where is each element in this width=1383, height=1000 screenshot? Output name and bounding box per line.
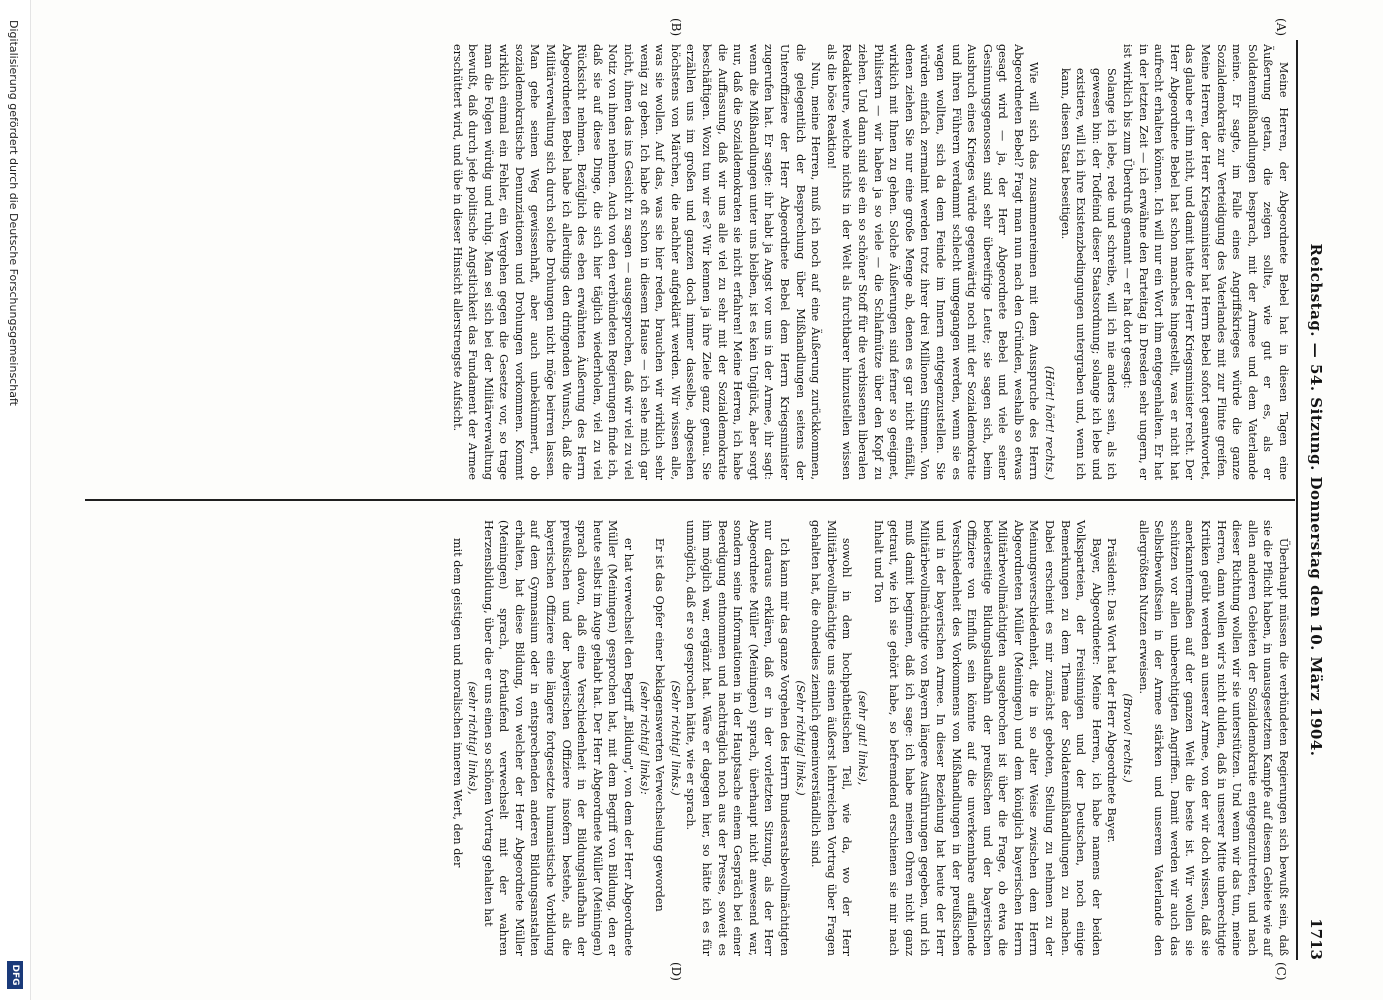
interjection: (Sehr richtig! links.) — [668, 680, 682, 796]
margin-marker-d: (D) — [669, 962, 683, 981]
column-divider — [85, 499, 1295, 501]
left-column — [449, 44, 1291, 480]
page-header — [1297, 40, 1325, 960]
page-title: Reichstag. — 54. Sitzung. Donnerstag den 10. März 1904. — [1307, 243, 1325, 757]
interjection: (sehr richtig! links), — [466, 681, 480, 795]
header-rule — [1296, 40, 1298, 960]
margin-marker-a: (A) — [1274, 18, 1288, 37]
page-number: 1713 — [1307, 918, 1325, 960]
margin-marker-b: (B) — [669, 18, 683, 37]
speaker-line: Präsident: Das Wort hat der Herr Abgeordnete Bayer. — [1105, 538, 1119, 843]
credit-text: Digitalisierung gefördert durch die Deutsche Forschungsgemeinschaft — [7, 20, 20, 406]
dfg-logo: DFG — [7, 961, 23, 989]
interjection: (sehr richtig! links): — [637, 681, 651, 795]
paragraph: Bayer, Abgeordneter: Meine Herren, ich habe namens der beiden Volksparteien, der Freisinnigen und der Deutschen, noch einige Bemerkungen zu dem Thema der Soldatenmißhandlungen zu machen. Dabei erscheint es mir zunächst geboten, Stellung zu nehmen zu der Meinungsverschiedenheit, die in so alter Weise zwischen dem Herrn Abgeordneten Müller (Meiningen) und dem königlich bayerischen Herrn Militärbevollmächtigten ausgebrochen ist über die Frage, ob etwa die beiderseitige Bildungslaufbahn der preußischen und der bayerischen Offiziere von Einfluß sein könnte auf die unverkennbare auffallende Verschiedenheit des Vorkommens von Mißhandlungen in der preußischen und in der bayerischen Armee. In dieser Beziehung hat heute der Herr Militärbevollmächtigte von Bayern längere Ausführungen gegeben, und ich muß damit beginnen, daß ich sage: ich habe meinen Ohren nicht ganz getraut, wie ich sie gehört habe, so befremdend erschienen sie mir nach Inhalt und Ton — [871, 520, 1103, 956]
interjection: (Sehr richtig! links.) — [793, 680, 807, 796]
paragraph: Überhaupt müssen die verbündeten Regierungen sich bewußt sein, daß sie die Pflicht haben, in unausgesetztem Kampfe auf diesem Gebiete wie auf allen anderen Gebieten der Sozialdemokratie entgegenzutreten, und nach dieser Richtung wollen wir sie unterstützen. Und wenn wir das tun, meine Herren, dann wollen wir's nicht dulden, daß in unserer Mitte unberechtigte Kritiken geübt werden an unserer Armee, von der wir doch wissen, daß sie anerkanntermaßen auf der ganzen Welt die beste ist. Wir wollen sie schützen vor allen unberechtigten Angriffen. Damit werden wir auch das Selbstbewußtsein in der Armee stärken und unserem Vaterlande den allergrößten Nutzen erweisen. — [1136, 520, 1290, 956]
margin-marker-c: (C) — [1274, 962, 1288, 981]
paragraph: Wie will sich das zusammenreimen mit dem Ausspruche des Herrn Abgeordneten Bebel? Fragt man nun nach den Gründen, weshalb so etwas gesagt wird — ja, der Herr Abgeordnete Bebel und viele seiner Gesinnungsgenossen sind sehr übereifrige Leute; sie sagen sich, beim Ausbruch eines Krieges würde gegenwärtig noch mit der Sozialdemokratie und ihren Führern verdammt schlecht umgegangen werden, wenn sie es wagen wollten, sich da dem Feinde im Innern entgegenzustellen. Sie würden einfach zermalmt werden trotz ihrer drei Millionen Stimmen. Von denen ziehen Sie nur eine große Menge ab, denen es gar nicht einfällt, wirklich mit Ihnen zu gehen. Solche Äußerungen sind ferner so geeignet, Philistern — wir haben ja so viele — die Schlafmütze über den Kopf zu ziehen. Und dann sind sie ein so schöner Stoff für die verbissenen liberalen Redakteure, welche nichts in der Welt als furchtbarer hinzustellen wissen als die böse Reaktion! — [824, 44, 1041, 480]
paragraph: Ich kann mir das ganze Vorgehen des Herrn Bundesratsbevollmächtigten nur daraus erklären, daß er in der vorletzten Sitzung, als der Herr Abgeordnete Müller (Meiningen) sprach, überhaupt nicht anwesend war, sondern seine Informationen in der Hauptsache einem Gespräch bei einer Beerdigung entnommen und nachträglich noch aus der Presse, soweit es ihm möglich war, ergänzt hat. Wäre er dagegen hier, so hätte ich es für unmöglich, daß er so gesprochen hätte, wie er sprach. — [684, 520, 791, 956]
interjection: (sehr gut! links), — [855, 690, 869, 786]
interjection: (Bravo! rechts.) — [1121, 693, 1135, 783]
right-column — [449, 520, 1291, 956]
interjection: (Hört! hört! rechts.) — [1043, 365, 1057, 480]
paragraph: Er ist das Opfer einer beklagenswerten Verwechselung geworden — [653, 538, 667, 912]
paragraph: sowohl in dem hochpathetischen Teil, wie da, wo der Herr Militärbevollmächtigte uns einen äußerst lehrreichen Vortrag über Fragen gehalten hat, die ohnedies ziemlich gemeinverständlich sind. — [809, 520, 854, 956]
paragraph: Nun, meine Herren, muß ich noch auf eine Äußerung zurückkommen, die gelegentlich der Besprechung über Mißhandlungen seitens der Unteroffiziere der Herr Abgeordnete Bebel dem Herrn Kriegsminister zugerufen hat. Er sagte: ihr habt ja Angst vor uns in der Armee, ihr sagt: wenn die Mißhandlungen unter uns bleiben, ist es kein Unglück, aber sorgt nur, daß die Sozialdemokraten sie nicht erfahren! Meine Herren, ich habe die Auffassung, daß wir uns alle viel zu sehr mit der Sozialdemokratie beschäftigen. Wozu tun wir es? Wir kennen ja ihre Ziele ganz genau. Sie erzählen uns im großen und ganzen doch immer dasselbe, abgesehen höchstens von Märchen, die nachher aufgeklärt werden. Wir wissen alle, was sie wollen. Auf das, was sie hier reden, brauchen wir wirklich sehr wenig zu geben. Ich habe oft schon in diesem Hause — ich sehe mich gar nicht, ihnen das ins Gesicht zu sagen — ausgesprochen, daß wir viel zu viel Notiz von ihnen nehmen. Auch von den verbündeten Regierungen finde ich, daß sie auf diese Dinge, die sich hier täglich wiederholen, viel zu viel Rücksicht nehmen. Bezüglich des eben erwähnten Äußerung des Herrn Abgeordneten Bebel habe ich allerdings den dringenden Wunsch, daß die Militärverwaltung sich durch solche Drohungen nicht möge beirren lassen. Man gehe seinen Weg gewissenhaft, aber auch unbekümmert, ob sozialdemokratische Denunziationen und Drohungen vorkommen. Kommt wirklich einmal ein Fehler, ein Vergehen gegen die Gesetze vor, so trage man die Folgen würdig und ruhig. Man sei sich bei der Militärverwaltung bewußt, daß durch jede politische Angstlichkeit das Fundament der Armee erschüttert wird, und übe in dieser Hinsicht allerstrengste Aufsicht. — [450, 44, 823, 480]
paragraph: Meine Herren, der Abgeordnete Bebel hat in diesen Tagen eine Äußerung getan, die zeigen sollte, wie gut er es, als er Soldatenmißhandlungen besprach, mit der Armee und dem Vaterlande meine. Er sagte, im Falle eines Angriffskrieges würde die ganze Sozialdemokratie zur Verteidigung des Vaterlandes mit zur Flinte greifen. Meine Herren, der Herr Kriegsminister hat Herrn Bebel sofort geantwortet, das glaube er ihm nicht, und damit hatte der Herr Kriegsminister recht. Der Herr Abgeordnete Bebel hat schon manches hingestellt, was er nicht hat aufrecht erhalten können. Ich will nur ein Wort ihm entgegenhalten. Er hat in der letzten Zeit — ich erwähne den Parteitag in Dresden sehr ungern, er ist wirklich bis zum Überdruß genannt — er hat dort gesagt: — [1121, 44, 1290, 480]
paragraph: er hat verwechselt den Begriff „Bildung", von dem der Herr Abgeordnete Müller (Meiningen) gesprochen hat, mit dem Begriff von Bildung, den er heute selbst im Auge gehabt hat. Der Herr Abgeordnete Müller (Meiningen) sprach davon, daß eine Verschiedenheit in der Bildungslaufbahn der preußischen und der bayerischen Offiziere insofern bestehe, als die bayerischen Offiziere eine längere fortgesetzte humanistische Vorbildung auf dem Gymnasium oder in entsprechenden anderen Bildungsanstalten erhalten, hat diese Bildung, von welcher der Herr Abgeordnete Müller (Meiningen) sprach, fortlaufend verwechselt mit der wahren Herzensbildung, über die er uns einen so schönen Vortrag gehalten hat — [481, 520, 636, 956]
digitization-credit-strip — [0, 0, 31, 1000]
paragraph: mit dem geistigen und moralischen inneren Wert, den der — [450, 538, 464, 868]
quotation: Solange ich lebe, rede und schreibe, will ich nie anders sein, als ich gewesen bin: der Todfeind dieser Staatsordnung; solange ich lebe und existiere, will ich ihre Existenzbedingungen untergraben und, wenn ich kann, diesen Staat beseitigen. — [1058, 68, 1119, 480]
